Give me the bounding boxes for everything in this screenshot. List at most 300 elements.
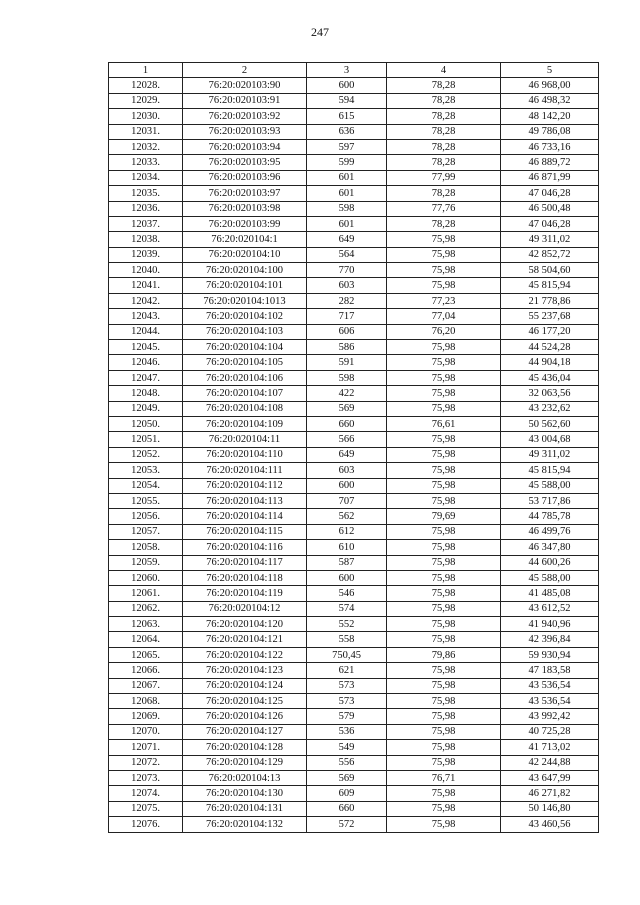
cadastral-number-cell: 76:20:020104:100 bbox=[183, 263, 307, 278]
rate-cell: 75,98 bbox=[387, 263, 501, 278]
value-cell: 47 183,58 bbox=[501, 663, 599, 678]
area-cell: 600 bbox=[307, 570, 387, 585]
rate-cell: 75,98 bbox=[387, 401, 501, 416]
cadastral-number-cell: 76:20:020104:108 bbox=[183, 401, 307, 416]
area-cell: 573 bbox=[307, 694, 387, 709]
row-number-cell: 12062. bbox=[109, 601, 183, 616]
table-row bbox=[109, 801, 599, 816]
area-cell: 717 bbox=[307, 309, 387, 324]
area-cell: 615 bbox=[307, 109, 387, 124]
rate-cell: 75,98 bbox=[387, 586, 501, 601]
cadastral-number-cell: 76:20:020104:113 bbox=[183, 493, 307, 508]
row-number-cell: 12030. bbox=[109, 109, 183, 124]
value-cell: 44 600,26 bbox=[501, 555, 599, 570]
row-number-cell: 12038. bbox=[109, 232, 183, 247]
area-cell: 707 bbox=[307, 493, 387, 508]
table-row bbox=[109, 509, 599, 524]
area-cell: 612 bbox=[307, 524, 387, 539]
table-row bbox=[109, 570, 599, 585]
cadastral-number-cell: 76:20:020104:111 bbox=[183, 463, 307, 478]
cadastral-number-cell: 76:20:020104:114 bbox=[183, 509, 307, 524]
value-cell: 45 588,00 bbox=[501, 570, 599, 585]
row-number-cell: 12036. bbox=[109, 201, 183, 216]
row-number-cell: 12057. bbox=[109, 524, 183, 539]
table-row bbox=[109, 155, 599, 170]
row-number-cell: 12055. bbox=[109, 493, 183, 508]
rate-cell: 75,98 bbox=[387, 447, 501, 462]
rate-cell: 75,98 bbox=[387, 555, 501, 570]
rate-cell: 78,28 bbox=[387, 78, 501, 93]
cadastral-number-cell: 76:20:020104:121 bbox=[183, 632, 307, 647]
value-cell: 43 647,99 bbox=[501, 770, 599, 785]
cadastral-number-cell: 76:20:020104:128 bbox=[183, 740, 307, 755]
row-number-cell: 12056. bbox=[109, 509, 183, 524]
value-cell: 45 815,94 bbox=[501, 463, 599, 478]
table-row bbox=[109, 432, 599, 447]
cadastral-number-cell: 76:20:020104:119 bbox=[183, 586, 307, 601]
table-row bbox=[109, 340, 599, 355]
rate-cell: 75,98 bbox=[387, 493, 501, 508]
row-number-cell: 12040. bbox=[109, 263, 183, 278]
cadastral-number-cell: 76:20:020104:10 bbox=[183, 247, 307, 262]
row-number-cell: 12044. bbox=[109, 324, 183, 339]
value-cell: 41 713,02 bbox=[501, 740, 599, 755]
table-row bbox=[109, 524, 599, 539]
cadastral-number-cell: 76:20:020104:112 bbox=[183, 478, 307, 493]
rate-cell: 75,98 bbox=[387, 678, 501, 693]
table-row bbox=[109, 124, 599, 139]
area-cell: 601 bbox=[307, 186, 387, 201]
cadastral-number-cell: 76:20:020104:124 bbox=[183, 678, 307, 693]
row-number-cell: 12075. bbox=[109, 801, 183, 816]
table-row bbox=[109, 663, 599, 678]
area-cell: 770 bbox=[307, 263, 387, 278]
cadastral-number-cell: 76:20:020103:96 bbox=[183, 170, 307, 185]
table-row bbox=[109, 201, 599, 216]
value-cell: 46 499,76 bbox=[501, 524, 599, 539]
column-header-1: 1 bbox=[109, 63, 183, 78]
area-cell: 591 bbox=[307, 355, 387, 370]
table-row bbox=[109, 263, 599, 278]
rate-cell: 79,86 bbox=[387, 647, 501, 662]
value-cell: 43 612,52 bbox=[501, 601, 599, 616]
rate-cell: 75,98 bbox=[387, 463, 501, 478]
table-row bbox=[109, 447, 599, 462]
value-cell: 43 536,54 bbox=[501, 694, 599, 709]
row-number-cell: 12039. bbox=[109, 247, 183, 262]
cadastral-number-cell: 76:20:020104:131 bbox=[183, 801, 307, 816]
rate-cell: 78,28 bbox=[387, 93, 501, 108]
row-number-cell: 12053. bbox=[109, 463, 183, 478]
column-number-row bbox=[109, 63, 599, 78]
rate-cell: 75,98 bbox=[387, 355, 501, 370]
table-row bbox=[109, 632, 599, 647]
rate-cell: 75,98 bbox=[387, 724, 501, 739]
area-cell: 750,45 bbox=[307, 647, 387, 662]
value-cell: 42 396,84 bbox=[501, 632, 599, 647]
area-cell: 558 bbox=[307, 632, 387, 647]
table-row bbox=[109, 817, 599, 832]
rate-cell: 75,98 bbox=[387, 232, 501, 247]
row-number-cell: 12034. bbox=[109, 170, 183, 185]
table-row bbox=[109, 555, 599, 570]
area-cell: 569 bbox=[307, 401, 387, 416]
rate-cell: 75,98 bbox=[387, 524, 501, 539]
rate-cell: 75,98 bbox=[387, 801, 501, 816]
area-cell: 606 bbox=[307, 324, 387, 339]
cadastral-number-cell: 76:20:020103:90 bbox=[183, 78, 307, 93]
cadastral-number-cell: 76:20:020104:105 bbox=[183, 355, 307, 370]
table-row bbox=[109, 216, 599, 231]
area-cell: 597 bbox=[307, 139, 387, 154]
row-number-cell: 12071. bbox=[109, 740, 183, 755]
value-cell: 32 063,56 bbox=[501, 386, 599, 401]
rate-cell: 78,28 bbox=[387, 124, 501, 139]
value-cell: 43 004,68 bbox=[501, 432, 599, 447]
cadastral-number-cell: 76:20:020104:132 bbox=[183, 817, 307, 832]
area-cell: 660 bbox=[307, 416, 387, 431]
value-cell: 53 717,86 bbox=[501, 493, 599, 508]
rate-cell: 75,98 bbox=[387, 663, 501, 678]
row-number-cell: 12035. bbox=[109, 186, 183, 201]
value-cell: 50 146,80 bbox=[501, 801, 599, 816]
cadastral-number-cell: 76:20:020103:95 bbox=[183, 155, 307, 170]
area-cell: 564 bbox=[307, 247, 387, 262]
area-cell: 549 bbox=[307, 740, 387, 755]
rate-cell: 75,98 bbox=[387, 278, 501, 293]
area-cell: 552 bbox=[307, 617, 387, 632]
table-row bbox=[109, 478, 599, 493]
table-row bbox=[109, 93, 599, 108]
table-row bbox=[109, 247, 599, 262]
cadastral-number-cell: 76:20:020104:103 bbox=[183, 324, 307, 339]
cadastral-number-cell: 76:20:020104:125 bbox=[183, 694, 307, 709]
value-cell: 49 311,02 bbox=[501, 447, 599, 462]
area-cell: 562 bbox=[307, 509, 387, 524]
value-cell: 55 237,68 bbox=[501, 309, 599, 324]
rate-cell: 75,98 bbox=[387, 478, 501, 493]
value-cell: 44 785,78 bbox=[501, 509, 599, 524]
area-cell: 601 bbox=[307, 170, 387, 185]
table-row bbox=[109, 786, 599, 801]
row-number-cell: 12041. bbox=[109, 278, 183, 293]
value-cell: 43 536,54 bbox=[501, 678, 599, 693]
value-cell: 45 588,00 bbox=[501, 478, 599, 493]
value-cell: 47 046,28 bbox=[501, 186, 599, 201]
value-cell: 58 504,60 bbox=[501, 263, 599, 278]
row-number-cell: 12064. bbox=[109, 632, 183, 647]
value-cell: 45 436,04 bbox=[501, 370, 599, 385]
area-cell: 594 bbox=[307, 93, 387, 108]
row-number-cell: 12029. bbox=[109, 93, 183, 108]
row-number-cell: 12058. bbox=[109, 540, 183, 555]
cadastral-number-cell: 76:20:020104:106 bbox=[183, 370, 307, 385]
value-cell: 21 778,86 bbox=[501, 293, 599, 308]
table-row bbox=[109, 709, 599, 724]
row-number-cell: 12060. bbox=[109, 570, 183, 585]
table-row bbox=[109, 355, 599, 370]
table-row bbox=[109, 617, 599, 632]
cadastral-number-cell: 76:20:020104:129 bbox=[183, 755, 307, 770]
value-cell: 46 871,99 bbox=[501, 170, 599, 185]
value-cell: 49 311,02 bbox=[501, 232, 599, 247]
table-row bbox=[109, 493, 599, 508]
column-header-5: 5 bbox=[501, 63, 599, 78]
cadastral-number-cell: 76:20:020104:118 bbox=[183, 570, 307, 585]
table-body bbox=[109, 78, 599, 832]
value-cell: 47 046,28 bbox=[501, 216, 599, 231]
area-cell: 598 bbox=[307, 201, 387, 216]
row-number-cell: 12037. bbox=[109, 216, 183, 231]
row-number-cell: 12072. bbox=[109, 755, 183, 770]
table-row bbox=[109, 401, 599, 416]
area-cell: 598 bbox=[307, 370, 387, 385]
table-row bbox=[109, 232, 599, 247]
area-cell: 600 bbox=[307, 78, 387, 93]
cadastral-number-cell: 76:20:020104:102 bbox=[183, 309, 307, 324]
table-row bbox=[109, 370, 599, 385]
cadastral-number-cell: 76:20:020104:127 bbox=[183, 724, 307, 739]
value-cell: 46 347,80 bbox=[501, 540, 599, 555]
rate-cell: 77,99 bbox=[387, 170, 501, 185]
row-number-cell: 12028. bbox=[109, 78, 183, 93]
rate-cell: 75,98 bbox=[387, 740, 501, 755]
area-cell: 609 bbox=[307, 786, 387, 801]
area-cell: 587 bbox=[307, 555, 387, 570]
cadastral-number-cell: 76:20:020103:98 bbox=[183, 201, 307, 216]
register-table bbox=[108, 62, 599, 833]
value-cell: 46 177,20 bbox=[501, 324, 599, 339]
table-row bbox=[109, 324, 599, 339]
table-row bbox=[109, 170, 599, 185]
row-number-cell: 12054. bbox=[109, 478, 183, 493]
row-number-cell: 12031. bbox=[109, 124, 183, 139]
rate-cell: 78,28 bbox=[387, 155, 501, 170]
table-row bbox=[109, 416, 599, 431]
area-cell: 569 bbox=[307, 770, 387, 785]
area-cell: 546 bbox=[307, 586, 387, 601]
value-cell: 40 725,28 bbox=[501, 724, 599, 739]
row-number-cell: 12063. bbox=[109, 617, 183, 632]
area-cell: 649 bbox=[307, 447, 387, 462]
row-number-cell: 12076. bbox=[109, 817, 183, 832]
cadastral-number-cell: 76:20:020103:99 bbox=[183, 216, 307, 231]
rate-cell: 77,23 bbox=[387, 293, 501, 308]
table-row bbox=[109, 278, 599, 293]
row-number-cell: 12068. bbox=[109, 694, 183, 709]
value-cell: 46 271,82 bbox=[501, 786, 599, 801]
value-cell: 41 485,08 bbox=[501, 586, 599, 601]
table-row bbox=[109, 770, 599, 785]
rate-cell: 79,69 bbox=[387, 509, 501, 524]
rate-cell: 77,76 bbox=[387, 201, 501, 216]
cadastral-number-cell: 76:20:020104:115 bbox=[183, 524, 307, 539]
value-cell: 43 232,62 bbox=[501, 401, 599, 416]
row-number-cell: 12043. bbox=[109, 309, 183, 324]
column-header-3: 3 bbox=[307, 63, 387, 78]
area-cell: 603 bbox=[307, 463, 387, 478]
cadastral-number-cell: 76:20:020104:130 bbox=[183, 786, 307, 801]
value-cell: 46 889,72 bbox=[501, 155, 599, 170]
rate-cell: 75,98 bbox=[387, 694, 501, 709]
cadastral-number-cell: 76:20:020104:11 bbox=[183, 432, 307, 447]
area-cell: 566 bbox=[307, 432, 387, 447]
table-row bbox=[109, 755, 599, 770]
row-number-cell: 12033. bbox=[109, 155, 183, 170]
row-number-cell: 12066. bbox=[109, 663, 183, 678]
value-cell: 50 562,60 bbox=[501, 416, 599, 431]
cadastral-number-cell: 76:20:020104:1013 bbox=[183, 293, 307, 308]
row-number-cell: 12065. bbox=[109, 647, 183, 662]
row-number-cell: 12050. bbox=[109, 416, 183, 431]
row-number-cell: 12045. bbox=[109, 340, 183, 355]
rate-cell: 78,28 bbox=[387, 186, 501, 201]
cadastral-number-cell: 76:20:020103:97 bbox=[183, 186, 307, 201]
row-number-cell: 12048. bbox=[109, 386, 183, 401]
rate-cell: 76,71 bbox=[387, 770, 501, 785]
cadastral-number-cell: 76:20:020104:123 bbox=[183, 663, 307, 678]
table-row bbox=[109, 186, 599, 201]
row-number-cell: 12032. bbox=[109, 139, 183, 154]
cadastral-number-cell: 76:20:020104:116 bbox=[183, 540, 307, 555]
cadastral-number-cell: 76:20:020103:93 bbox=[183, 124, 307, 139]
cadastral-number-cell: 76:20:020104:12 bbox=[183, 601, 307, 616]
area-cell: 601 bbox=[307, 216, 387, 231]
column-header-2: 2 bbox=[183, 63, 307, 78]
table-row bbox=[109, 647, 599, 662]
cadastral-number-cell: 76:20:020103:91 bbox=[183, 93, 307, 108]
row-number-cell: 12047. bbox=[109, 370, 183, 385]
area-cell: 603 bbox=[307, 278, 387, 293]
rate-cell: 77,04 bbox=[387, 309, 501, 324]
row-number-cell: 12073. bbox=[109, 770, 183, 785]
value-cell: 48 142,20 bbox=[501, 109, 599, 124]
area-cell: 572 bbox=[307, 817, 387, 832]
row-number-cell: 12059. bbox=[109, 555, 183, 570]
area-cell: 636 bbox=[307, 124, 387, 139]
table-row bbox=[109, 540, 599, 555]
row-number-cell: 12051. bbox=[109, 432, 183, 447]
table-row bbox=[109, 109, 599, 124]
row-number-cell: 12042. bbox=[109, 293, 183, 308]
value-cell: 49 786,08 bbox=[501, 124, 599, 139]
value-cell: 44 904,18 bbox=[501, 355, 599, 370]
area-cell: 610 bbox=[307, 540, 387, 555]
rate-cell: 75,98 bbox=[387, 632, 501, 647]
rate-cell: 76,61 bbox=[387, 416, 501, 431]
rate-cell: 75,98 bbox=[387, 432, 501, 447]
table-row bbox=[109, 601, 599, 616]
value-cell: 43 992,42 bbox=[501, 709, 599, 724]
rate-cell: 75,98 bbox=[387, 601, 501, 616]
cadastral-number-cell: 76:20:020104:101 bbox=[183, 278, 307, 293]
area-cell: 574 bbox=[307, 601, 387, 616]
table-row bbox=[109, 740, 599, 755]
rate-cell: 75,98 bbox=[387, 386, 501, 401]
value-cell: 42 852,72 bbox=[501, 247, 599, 262]
value-cell: 45 815,94 bbox=[501, 278, 599, 293]
row-number-cell: 12067. bbox=[109, 678, 183, 693]
value-cell: 59 930,94 bbox=[501, 647, 599, 662]
table-row bbox=[109, 463, 599, 478]
column-header-4: 4 bbox=[387, 63, 501, 78]
rate-cell: 75,98 bbox=[387, 340, 501, 355]
value-cell: 46 968,00 bbox=[501, 78, 599, 93]
value-cell: 46 733,16 bbox=[501, 139, 599, 154]
rate-cell: 76,20 bbox=[387, 324, 501, 339]
table-row bbox=[109, 694, 599, 709]
cadastral-number-cell: 76:20:020104:120 bbox=[183, 617, 307, 632]
table-row bbox=[109, 139, 599, 154]
rate-cell: 78,28 bbox=[387, 139, 501, 154]
rate-cell: 78,28 bbox=[387, 109, 501, 124]
area-cell: 422 bbox=[307, 386, 387, 401]
table-row bbox=[109, 293, 599, 308]
table-row bbox=[109, 586, 599, 601]
rate-cell: 75,98 bbox=[387, 786, 501, 801]
rate-cell: 75,98 bbox=[387, 570, 501, 585]
row-number-cell: 12070. bbox=[109, 724, 183, 739]
rate-cell: 75,98 bbox=[387, 370, 501, 385]
table-row bbox=[109, 724, 599, 739]
cadastral-number-cell: 76:20:020104:110 bbox=[183, 447, 307, 462]
rate-cell: 75,98 bbox=[387, 540, 501, 555]
rate-cell: 75,98 bbox=[387, 755, 501, 770]
value-cell: 41 940,96 bbox=[501, 617, 599, 632]
row-number-cell: 12049. bbox=[109, 401, 183, 416]
page-number: 247 bbox=[311, 25, 329, 39]
rate-cell: 75,98 bbox=[387, 247, 501, 262]
row-number-cell: 12061. bbox=[109, 586, 183, 601]
value-cell: 44 524,28 bbox=[501, 340, 599, 355]
cadastral-number-cell: 76:20:020104:122 bbox=[183, 647, 307, 662]
cadastral-number-cell: 76:20:020104:13 bbox=[183, 770, 307, 785]
cadastral-number-cell: 76:20:020104:1 bbox=[183, 232, 307, 247]
rate-cell: 78,28 bbox=[387, 216, 501, 231]
cadastral-number-cell: 76:20:020103:92 bbox=[183, 109, 307, 124]
area-cell: 621 bbox=[307, 663, 387, 678]
value-cell: 43 460,56 bbox=[501, 817, 599, 832]
rate-cell: 75,98 bbox=[387, 617, 501, 632]
table-row bbox=[109, 386, 599, 401]
area-cell: 536 bbox=[307, 724, 387, 739]
cadastral-number-cell: 76:20:020104:104 bbox=[183, 340, 307, 355]
cadastral-number-cell: 76:20:020104:117 bbox=[183, 555, 307, 570]
cadastral-number-cell: 76:20:020104:126 bbox=[183, 709, 307, 724]
table-row bbox=[109, 309, 599, 324]
value-cell: 42 244,88 bbox=[501, 755, 599, 770]
area-cell: 556 bbox=[307, 755, 387, 770]
cadastral-number-cell: 76:20:020103:94 bbox=[183, 139, 307, 154]
area-cell: 586 bbox=[307, 340, 387, 355]
row-number-cell: 12069. bbox=[109, 709, 183, 724]
area-cell: 649 bbox=[307, 232, 387, 247]
row-number-cell: 12074. bbox=[109, 786, 183, 801]
cadastral-number-cell: 76:20:020104:109 bbox=[183, 416, 307, 431]
area-cell: 573 bbox=[307, 678, 387, 693]
value-cell: 46 500,48 bbox=[501, 201, 599, 216]
table-row bbox=[109, 78, 599, 93]
rate-cell: 75,98 bbox=[387, 709, 501, 724]
area-cell: 579 bbox=[307, 709, 387, 724]
table-row bbox=[109, 678, 599, 693]
area-cell: 599 bbox=[307, 155, 387, 170]
area-cell: 600 bbox=[307, 478, 387, 493]
rate-cell: 75,98 bbox=[387, 817, 501, 832]
value-cell: 46 498,32 bbox=[501, 93, 599, 108]
row-number-cell: 12052. bbox=[109, 447, 183, 462]
area-cell: 282 bbox=[307, 293, 387, 308]
